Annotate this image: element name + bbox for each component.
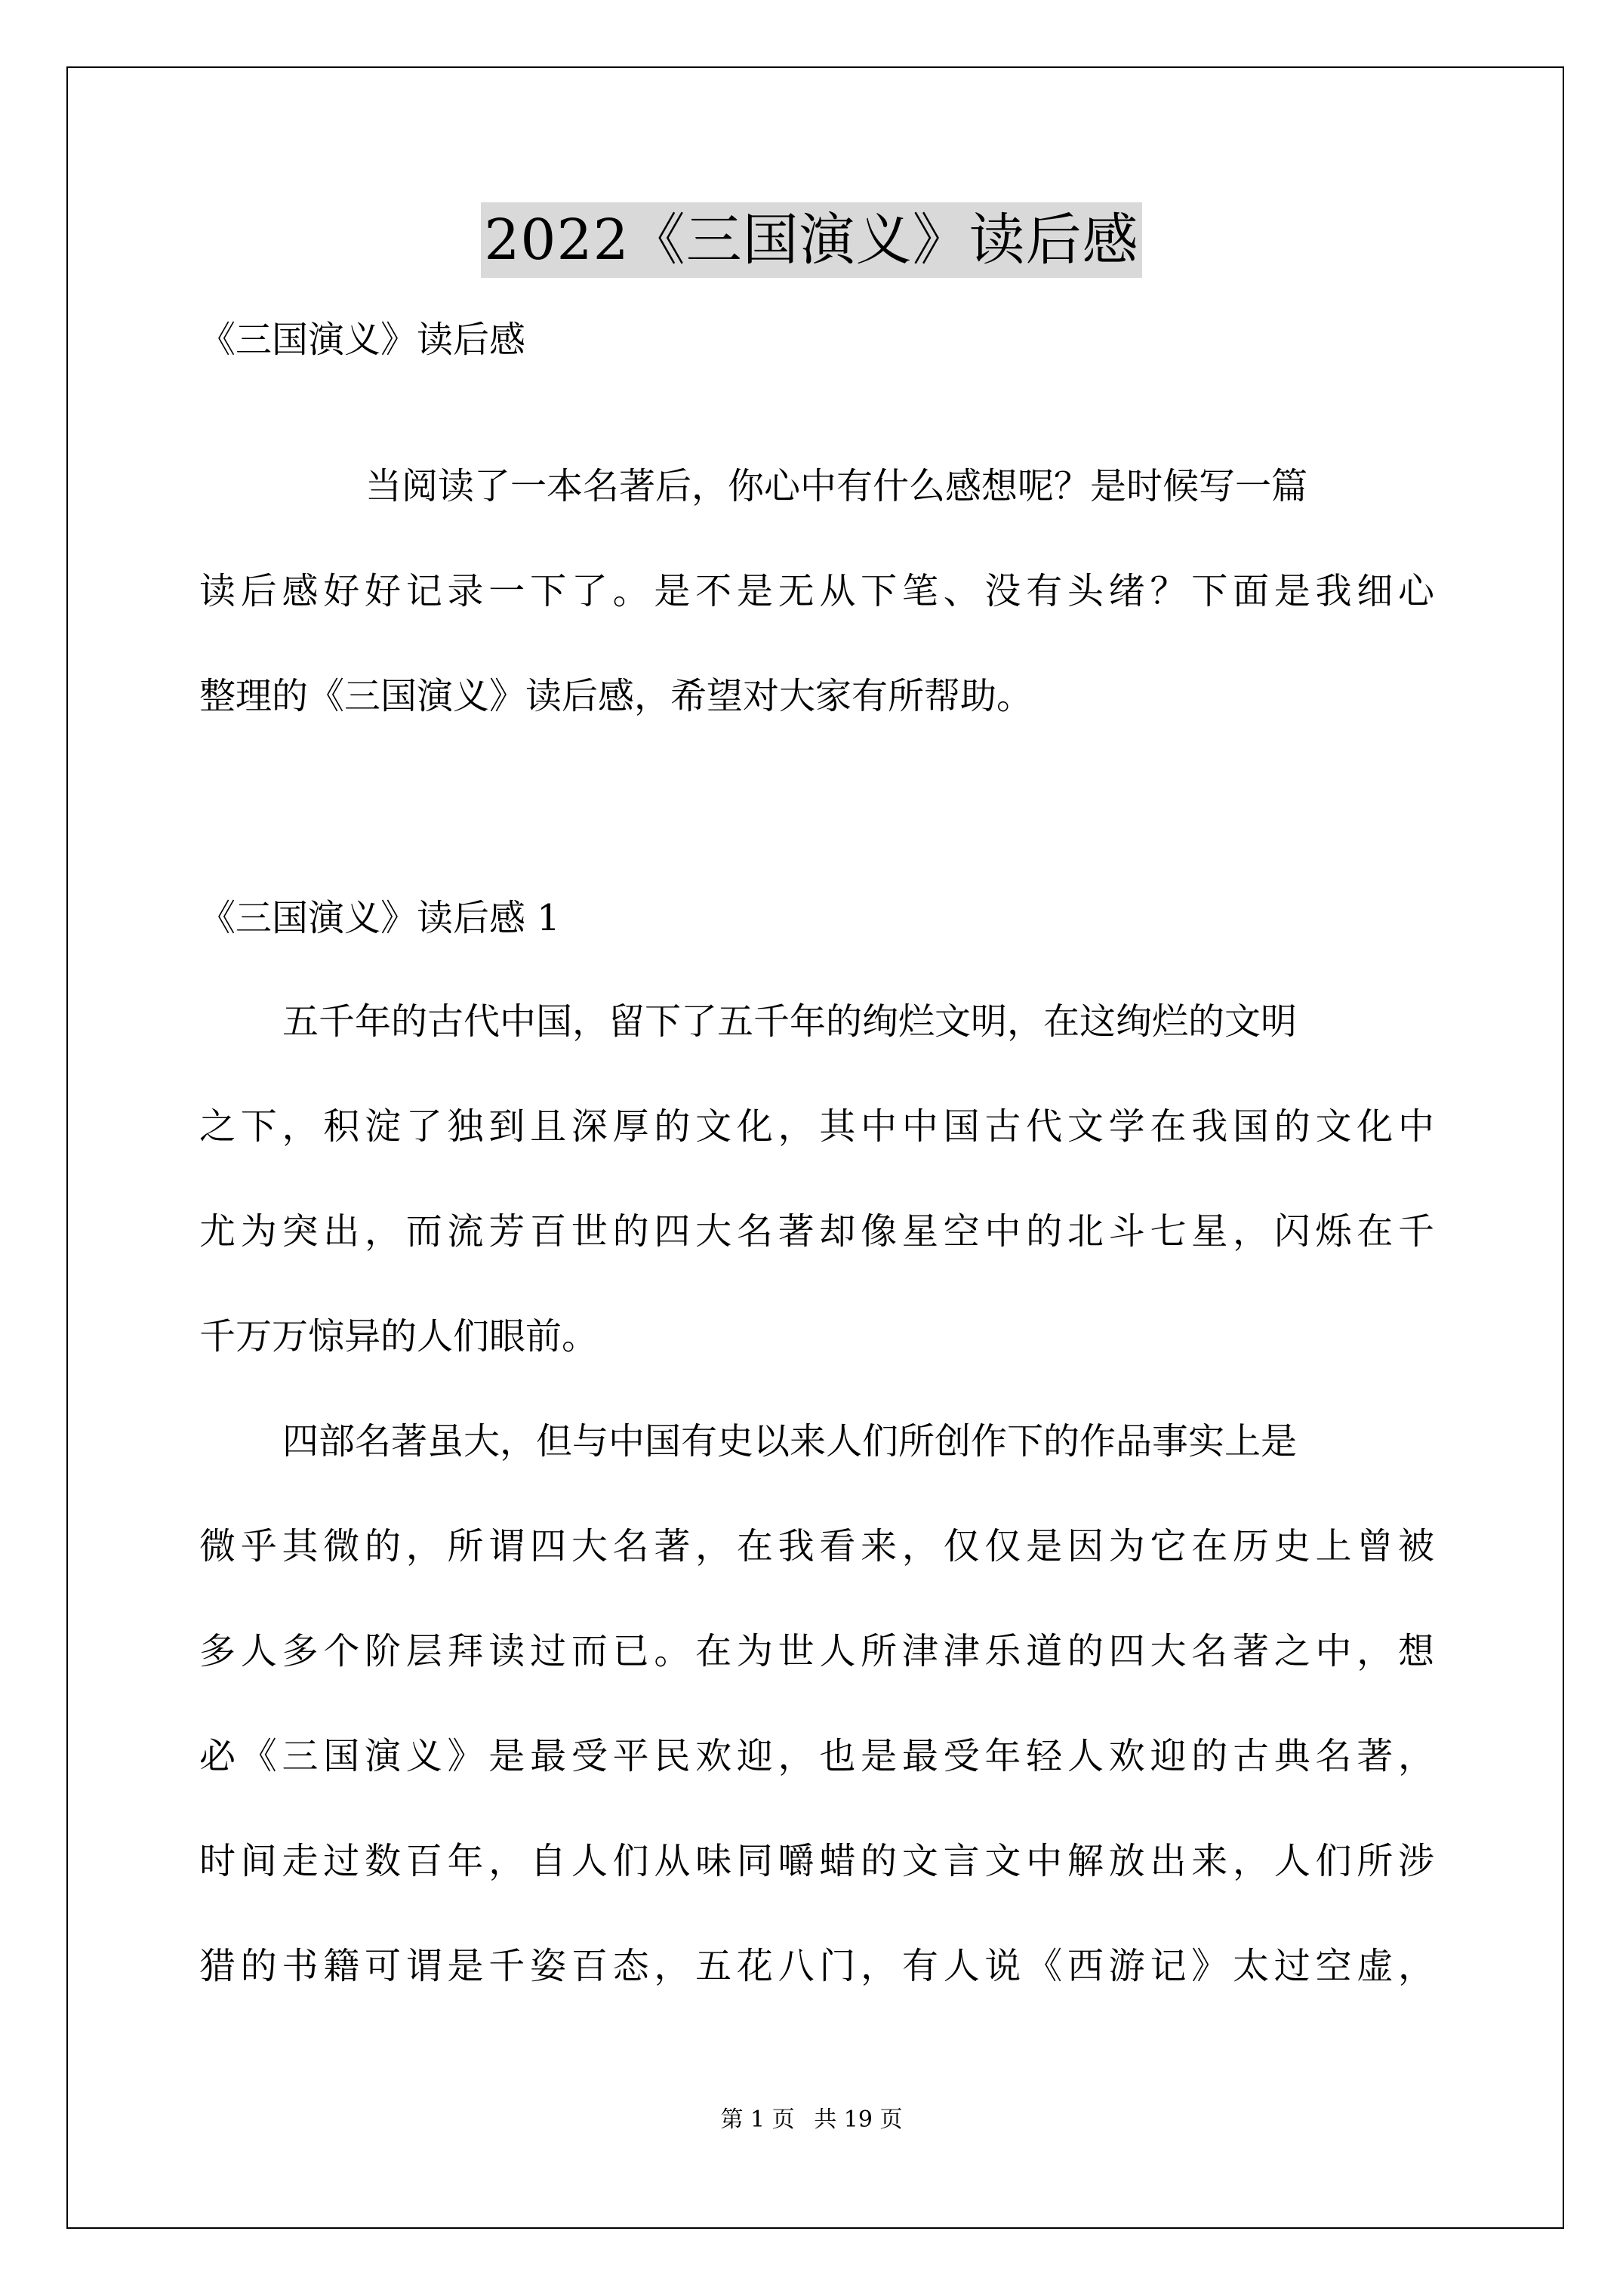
paragraph1-line-3: 尤为突出，而流芳百世的四大名著却像星空中的北斗七星，闪烁在千 [199, 1210, 1434, 1253]
intro-line-1: 当阅读了一本名著后，你心中有什么感想呢？是时候写一篇 [365, 465, 1308, 507]
paragraph2-line-4: 必《三国演义》是最受平民欢迎，也是最受年轻人欢迎的古典名著， [199, 1735, 1434, 1777]
paragraph2-line-1: 四部名著虽大，但与中国有史以来人们所创作下的作品事实上是 [282, 1420, 1298, 1462]
intro-line-3: 整理的《三国演义》读后感，希望对大家有所帮助。 [199, 675, 1033, 717]
section-heading: 《三国演义》读后感 1 [199, 897, 560, 939]
paragraph1-line-1: 五千年的古代中国，留下了五千年的绚烂文明，在这绚烂的文明 [282, 1000, 1298, 1043]
intro-line-2: 读后感好好记录一下了。是不是无从下笔、没有头绪？下面是我细心 [199, 570, 1434, 612]
paragraph1-line-4: 千万万惊异的人们眼前。 [199, 1315, 599, 1358]
paragraph2-line-2: 微乎其微的，所谓四大名著，在我看来，仅仅是因为它在历史上曾被 [199, 1525, 1434, 1567]
page-number: 第 1 页 [720, 2106, 795, 2133]
paragraph2-line-5: 时间走过数百年，自人们从味同嚼蜡的文言文中解放出来，人们所涉 [199, 1840, 1434, 1882]
paragraph1-line-2: 之下，积淀了独到且深厚的文化，其中中国古代文学在我国的文化中 [199, 1105, 1434, 1148]
paragraph2-line-3: 多人多个阶层拜读过而已。在为世人所津津乐道的四大名著之中，想 [199, 1630, 1434, 1672]
page-total: 共 19 页 [814, 2106, 903, 2133]
document-title: 2022《三国演义》读后感 [481, 202, 1141, 278]
paragraph2-line-6: 猎的书籍可谓是千姿百态，五花八门，有人说《西游记》太过空虚， [199, 1945, 1434, 1987]
page-footer [0, 2105, 1623, 2135]
subtitle: 《三国演义》读后感 [199, 319, 526, 361]
title-wrap [0, 202, 1623, 278]
